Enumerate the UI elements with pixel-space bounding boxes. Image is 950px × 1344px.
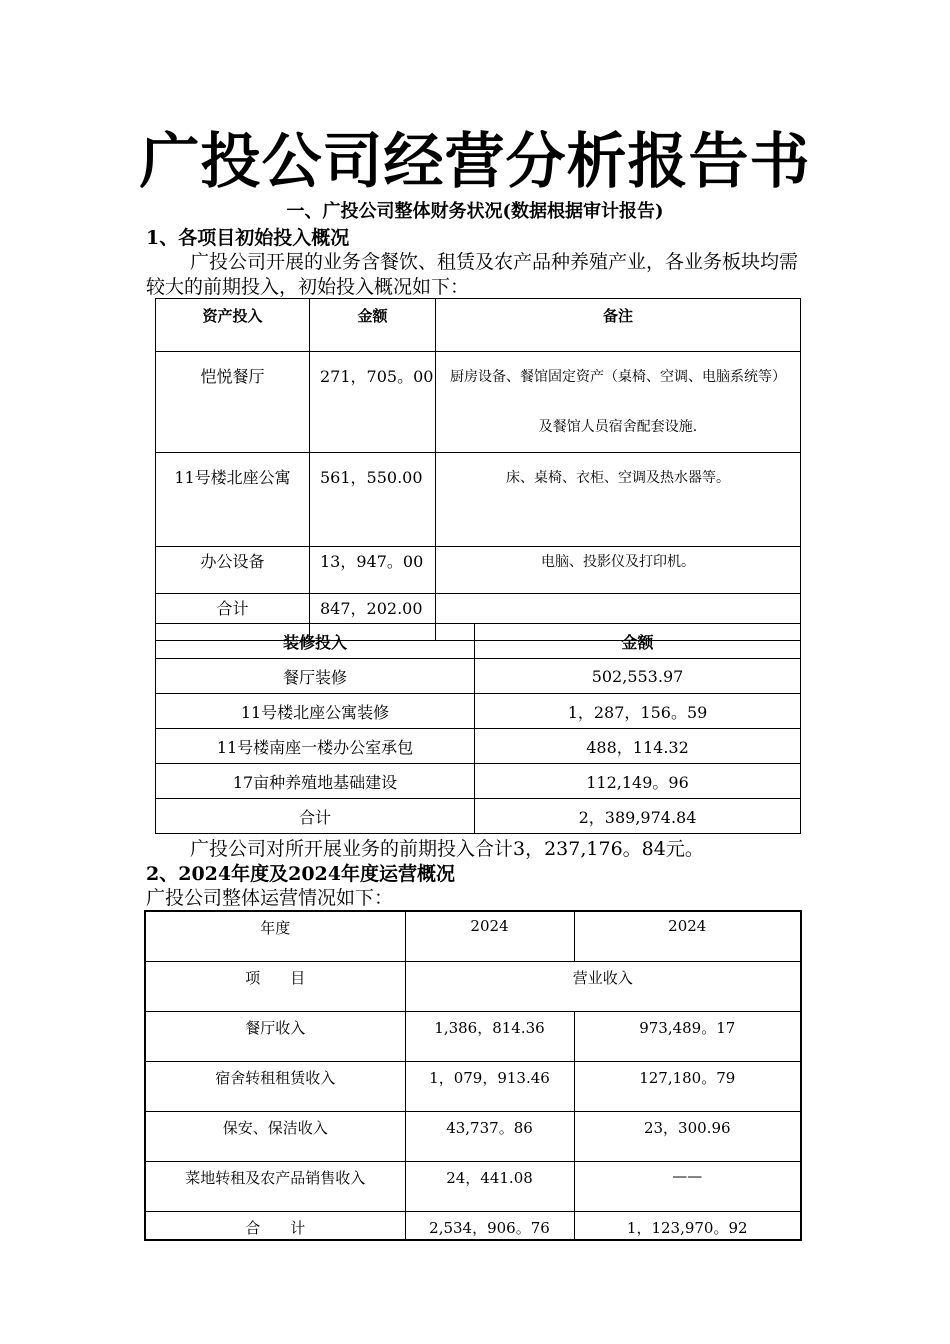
row-name: 恺悦餐厅 — [156, 352, 310, 453]
header-renovation: 装修投入 — [156, 624, 475, 659]
item1-heading: 1、各项目初始投入概况 — [146, 227, 350, 249]
year-label: 年度 — [145, 911, 405, 962]
table-row — [156, 659, 801, 694]
row-name: 保安、保洁收入 — [145, 1112, 405, 1162]
row-value-1: 24，441.08 — [405, 1162, 574, 1212]
row-value-2: —— — [574, 1162, 801, 1212]
header-amount: 金额 — [475, 624, 801, 659]
row-name: 餐厅装修 — [156, 659, 475, 694]
row-value-2: 1，123,970。92 — [574, 1212, 801, 1241]
operations-table — [144, 910, 802, 1241]
row-value-2: 23，300.96 — [574, 1112, 801, 1162]
row-amount: 488，114.32 — [475, 729, 801, 764]
table-row — [156, 547, 801, 594]
row-name: 合计 — [156, 799, 475, 834]
row-name: 餐厅收入 — [145, 1012, 405, 1062]
year-2: 2024 — [574, 911, 801, 962]
item-label: 项 目 — [145, 962, 405, 1012]
table-row — [156, 352, 801, 453]
row-value-1: 1，079，913.46 — [405, 1062, 574, 1112]
table-row — [156, 764, 801, 799]
table-row — [156, 453, 801, 547]
revenue-label: 营业收入 — [405, 962, 801, 1012]
renovation-investment-table — [155, 623, 801, 834]
document-title: 广投公司经营分析报告书 — [139, 127, 811, 197]
table-row — [156, 729, 801, 764]
section-heading: 一、广投公司整体财务状况(数据根据审计报告) — [286, 201, 664, 222]
row-name: 办公设备 — [156, 547, 310, 594]
table-row — [156, 799, 801, 834]
row-name: 11号楼北座公寓 — [156, 453, 310, 547]
row-value-1: 2,534，906。76 — [405, 1212, 574, 1241]
row-amount: 502,553.97 — [475, 659, 801, 694]
row-amount: 561，550.00 — [310, 453, 436, 547]
item2-heading: 2、2024年度及2024年度运营概况 — [146, 863, 455, 885]
row-name: 合 计 — [145, 1212, 405, 1241]
row-name: 菜地转租及农产品销售收入 — [145, 1162, 405, 1212]
row-amount: 271，705。00 — [310, 352, 436, 453]
row-value-1: 1,386，814.36 — [405, 1012, 574, 1062]
table-row — [156, 694, 801, 729]
row-value-2: 973,489。17 — [574, 1012, 801, 1062]
row-note: 床、桌椅、衣柜、空调及热水器等。 — [436, 453, 801, 547]
intro-paragraph: 广投公司开展的业务含餐饮、租赁及农产品种养殖产业，各业务板块均需较大的前期投入，初始投入概况如下： — [146, 251, 799, 298]
row-amount: 112,149。96 — [475, 764, 801, 799]
ops-intro: 广投公司整体运营情况如下： — [146, 887, 394, 909]
header-asset: 资产投入 — [156, 299, 310, 352]
header-amount: 金额 — [310, 299, 436, 352]
row-note: 厨房设备、餐馆固定资产（桌椅、空调、电脑系统等）及餐馆人员宿舍配套设施. — [436, 352, 801, 453]
row-amount: 2，389,974.84 — [475, 799, 801, 834]
row-amount: 847，202.00 — [310, 594, 436, 641]
asset-investment-table — [155, 298, 801, 641]
row-value-2: 127,180。79 — [574, 1062, 801, 1112]
table-row — [145, 1212, 801, 1241]
row-name: 宿舍转租租赁收入 — [145, 1062, 405, 1112]
table-row — [145, 1012, 801, 1062]
row-value-1: 43,737。86 — [405, 1112, 574, 1162]
table-row — [145, 1112, 801, 1162]
row-name: 11号楼南座一楼办公室承包 — [156, 729, 475, 764]
header-note: 备注 — [436, 299, 801, 352]
row-name: 合计 — [156, 594, 310, 641]
table-row — [145, 1062, 801, 1112]
row-name: 11号楼北座公寓装修 — [156, 694, 475, 729]
total-investment-sentence: 广投公司对所开展业务的前期投入合计3，237,176。84元。 — [190, 838, 704, 860]
table-row — [145, 1162, 801, 1212]
row-amount: 13，947。00 — [310, 547, 436, 594]
row-name: 17亩种养殖地基础建设 — [156, 764, 475, 799]
year-1: 2024 — [405, 911, 574, 962]
row-note: 电脑、投影仪及打印机。 — [436, 547, 801, 594]
row-amount: 1，287，156。59 — [475, 694, 801, 729]
